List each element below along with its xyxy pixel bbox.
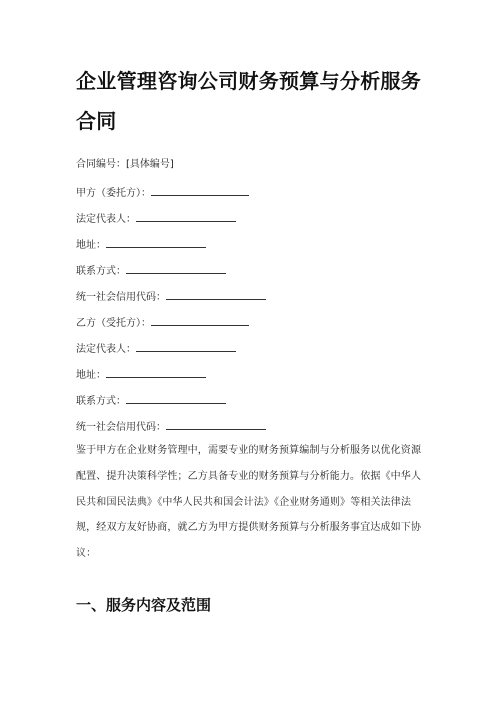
section-1-heading: 一、服务内容及范围 — [76, 596, 212, 614]
document-title-line-1: 企业管理咨询公司财务预算与分析服务 — [76, 69, 422, 93]
party-a-client-label: 甲方（委托方）： — [76, 188, 151, 199]
party-a-legal-rep-field — [76, 210, 236, 228]
party-b-address-field — [76, 366, 206, 384]
party-a-legal-rep-blank — [136, 210, 236, 222]
contract-number-label: 合同编号：[具体编号] — [76, 159, 174, 170]
party-a-contact-label: 联系方式： — [76, 266, 126, 277]
party-b-address-blank — [106, 366, 206, 378]
party-b-legal-rep-label: 法定代表人： — [76, 344, 136, 355]
party-a-credit-code-label: 统一社会信用代码： — [76, 292, 166, 303]
party-b-contact-blank — [126, 392, 226, 404]
preamble-line: 配置、提升决策科学性；乙方具备专业的财务预算与分析能力。依据《中华人 — [76, 470, 422, 482]
preamble-line: 议： — [76, 548, 97, 560]
party-a-client-field — [76, 184, 249, 202]
party-a-client-blank — [151, 184, 249, 196]
party-b-legal-rep-blank — [136, 340, 236, 352]
contract-number — [76, 157, 174, 173]
party-a-contact-blank — [126, 262, 226, 274]
party-a-address-label: 地址： — [76, 240, 106, 251]
party-b-credit-code-field — [76, 418, 266, 436]
party-b-contact-field — [76, 392, 226, 410]
party-b-contact-label: 联系方式： — [76, 396, 126, 407]
preamble-line: 规，经双方友好协商，就乙方为甲方提供财务预算与分析服务事宜达成如下协 — [76, 522, 422, 534]
party-b-credit-code-label: 统一社会信用代码： — [76, 422, 166, 433]
party-a-credit-code-field — [76, 288, 266, 306]
party-a-credit-code-blank — [166, 288, 266, 300]
party-a-address-blank — [106, 236, 206, 248]
party-b-address-label: 地址： — [76, 370, 106, 381]
party-b-credit-code-blank — [166, 418, 266, 430]
party-a-legal-rep-label: 法定代表人： — [76, 214, 136, 225]
party-a-address-field — [76, 236, 206, 254]
preamble-paragraph — [76, 443, 430, 572]
party-b-legal-rep-field — [76, 340, 236, 358]
party-a-contact-field — [76, 262, 226, 280]
preamble-line: 民共和国民法典》《中华人民共和国会计法》《企业财务通则》等相关法律法 — [76, 496, 412, 508]
document-title-line-2: 合同 — [76, 109, 117, 133]
party-b-trustee-field — [76, 314, 249, 332]
party-b-trustee-label: 乙方（受托方）： — [76, 318, 151, 329]
party-b-trustee-blank — [151, 314, 249, 326]
preamble-line: 鉴于甲方在企业财务管理中，需要专业的财务预算编制与分析服务以优化资源 — [76, 445, 422, 456]
